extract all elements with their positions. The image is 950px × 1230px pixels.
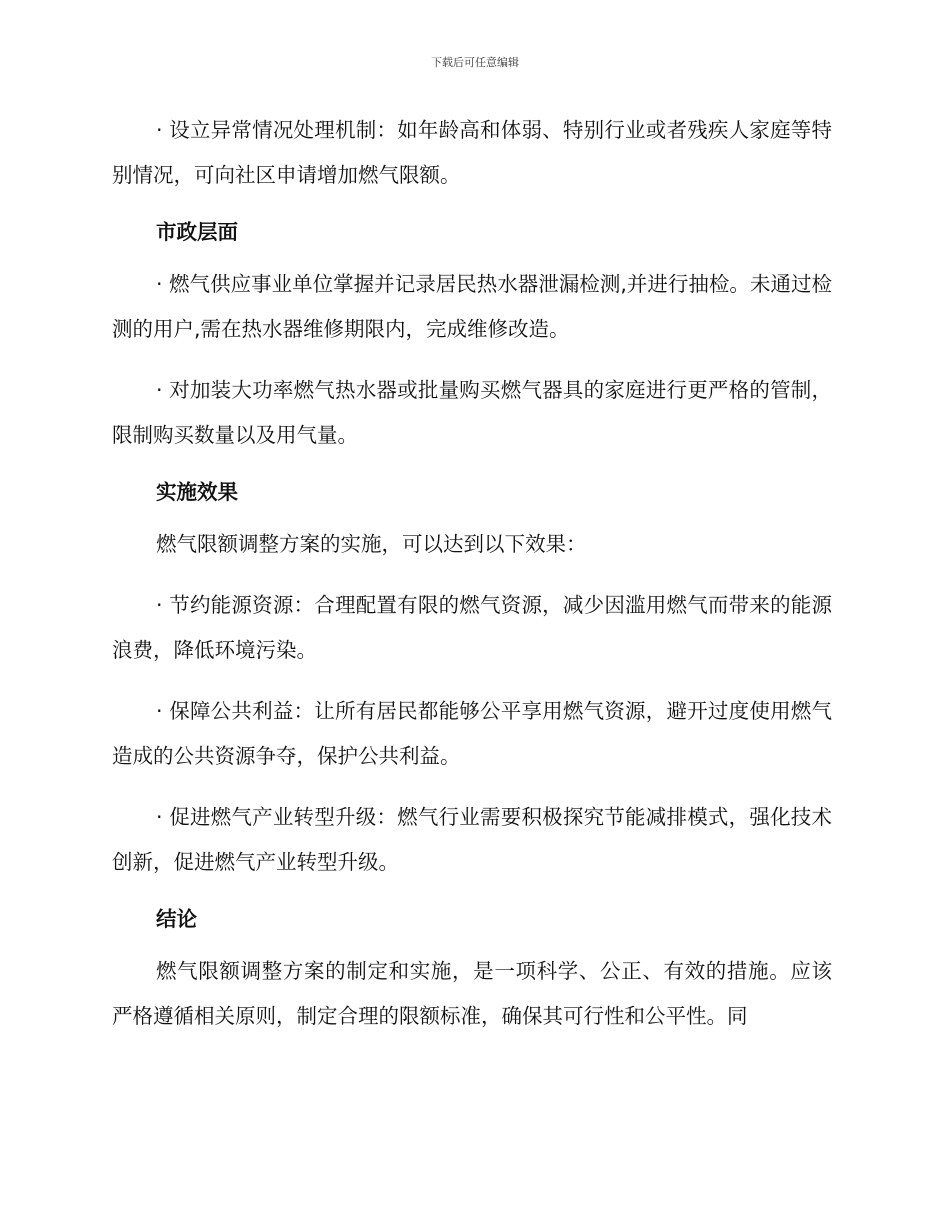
paragraph-exception-mechanism: · 设立异常情况处理机制：如年龄高和体弱、特别行业或者残疾人家庭等特别情况，可向社区申请增加燃气限额。 — [112, 118, 832, 187]
paragraph-save-energy: · 节约能源资源：合理配置有限的燃气资源，减少因滥用燃气而带来的能源浪费，降低环境污染。 — [112, 593, 832, 662]
section-heading-conclusion: 结论 — [156, 907, 197, 931]
page-header-note: 下载后可任意编辑 — [431, 56, 519, 69]
paragraph-industry-upgrade: · 促进燃气产业转型升级：燃气行业需要积极探究节能减排模式，强化技术创新，促进燃气产业转型升级。 — [112, 805, 832, 874]
document-body — [112, 108, 832, 1055]
section-heading-effects: 实施效果 — [156, 480, 238, 504]
paragraph-leak-inspection: · 燃气供应事业单位掌握并记录居民热水器泄漏检测,并进行抽检。未通过检测的用户,需在热水器维修期限内，完成维修改造。 — [112, 272, 832, 341]
paragraph-conclusion: 燃气限额调整方案的制定和实施，是一项科学、公正、有效的措施。应该严格遵循相关原则，制定合理的限额标准，确保其可行性和公平性。同 — [112, 959, 832, 1028]
paragraph-high-power-control: · 对加装大功率燃气热水器或批量购买燃气器具的家庭进行更严格的管制，限制购买数量以及用气量。 — [112, 378, 832, 447]
section-heading-municipal: 市政层面 — [156, 220, 238, 244]
paragraph-public-interest: · 保障公共利益：让所有居民都能够公平享用燃气资源，避开过度使用燃气造成的公共资源争夺，保护公共利益。 — [112, 699, 832, 768]
paragraph-effects-intro: 燃气限额调整方案的实施，可以达到以下效果： — [156, 532, 587, 556]
